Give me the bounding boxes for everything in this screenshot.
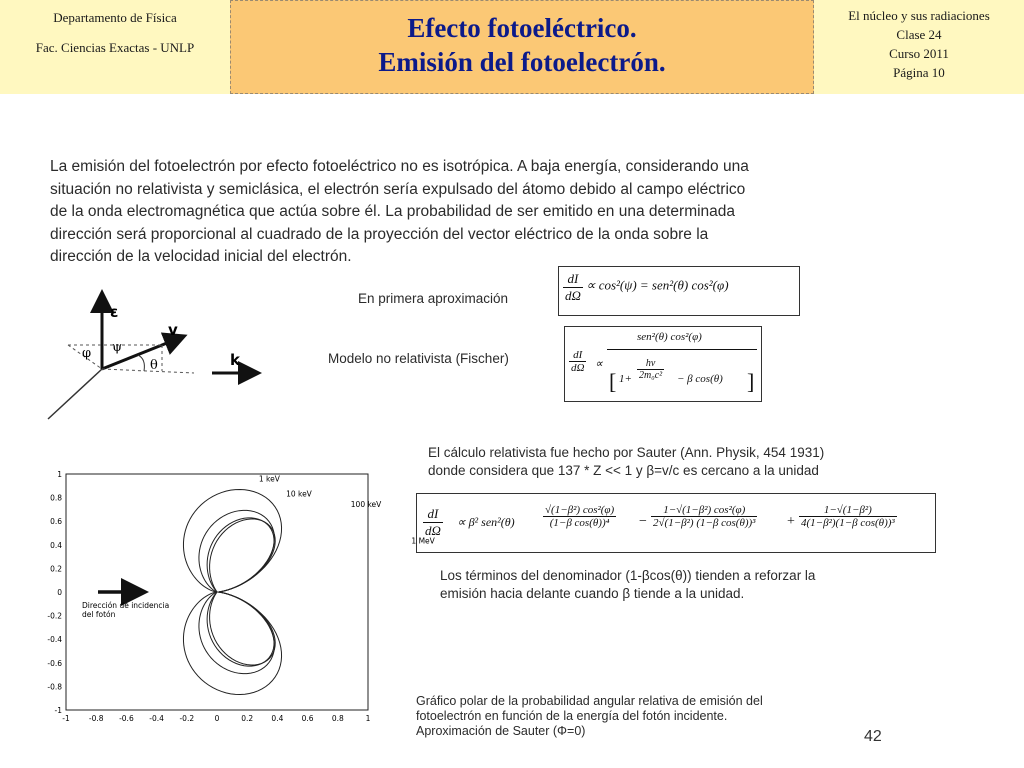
y-tick-label: 0.4 [50,540,62,550]
eq3-prefix: ∝ β² sen²(θ) [457,515,515,529]
theta-arc [138,355,144,371]
eq3-denominator: dΩ [425,523,441,538]
y-tick-label: -1 [54,706,62,715]
caption-line2: fotoelectrón en función de la energía del fotón incidente. [416,709,728,723]
x-tick-label: 1 [365,714,371,723]
y-tick-label: -0.6 [47,658,62,668]
eq2-bracket-close: ] [747,369,755,394]
equation-sauter [416,493,936,553]
eq3-term3-den: 4(1−β²)(1−β cos(θ))³ [801,517,895,529]
eq3-plus: + [787,514,795,529]
psi-label: ψ [112,340,123,355]
denominator-line2: emisión hacia delante cuando β tiende a la unidad. [440,586,745,601]
department-label: Departamento de Física [53,10,177,25]
curve-label: 100 keV [350,499,382,509]
intro-line: dirección será proporcional al cuadrado de la proyección del vector eléctrico de la onda sobre la [50,225,709,243]
eq2-bracket-open: [ [609,369,617,394]
x-tick-label: -0.8 [88,714,104,723]
y-tick-label: -0.4 [47,635,62,645]
denominator-note [440,567,815,603]
sauter-line2: donde considera que 137 * Z << 1 y β=v/c es cercano a la unidad [428,463,819,478]
faculty-label: Fac. Ciencias Exactas - UNLP [35,40,195,55]
eq3-fraction [423,506,443,539]
y-tick-label: 1 [57,470,62,479]
eq3-term2-den: 2√(1−β²) (1−β cos(θ))³ [653,517,756,529]
eq2-denominator: dΩ [571,362,585,374]
x-tick-label: 0.4 [271,714,284,723]
x-tick-label: 0.2 [241,714,254,723]
theta-label: θ [150,358,158,373]
epsilon-label: ε [110,303,119,321]
eq3-term2-num: 1−√(1−β²) cos²(φ) [651,504,757,517]
eq3-numerator: dI [423,506,443,523]
incidence-label2: del fotón [82,610,116,619]
title-line1: Efecto fotoeléctrico. [407,13,637,43]
first-approx-label: En primera aproximación [358,291,509,306]
header-left-box [0,0,230,94]
eq2-mc2: 2m₀c² [639,370,663,381]
eq2-hv: hν [637,358,664,370]
caption-line1: Gráfico polar de la probabilidad angular relativa de emisión del [416,694,763,708]
equation-first-approx [558,266,800,316]
plot-caption [416,694,763,739]
incoming-line [48,369,102,419]
page-label: Página 10 [893,65,945,80]
eq2-rhs-numerator: sen²(θ) cos²(φ) [637,331,702,343]
intro-line: situación no relativista y semiclásica, el electrón sería expulsado del átomo debido al campo eléctrico [50,180,746,198]
x-tick-label: -0.6 [119,714,134,723]
y-tick-label: 0.6 [50,517,62,527]
y-tick-label: -0.2 [47,611,62,621]
course-year: Curso 2011 [889,46,949,61]
caption-line3: Aproximación de Sauter (Φ=0) [416,724,586,738]
y-tick-label: 0.2 [50,564,62,574]
slide-number: 42 [864,728,882,745]
header-right-box [814,0,1024,94]
intro-line: dirección de la velocidad inicial del electrón. [50,248,352,266]
dashed-axis-right [102,369,194,373]
eq3-term1 [543,504,616,529]
y-tick-label: 0 [57,588,62,597]
eq2-hv-fraction [637,358,664,381]
eq3-minus: − [639,514,647,529]
x-tick-label: -1 [62,714,70,723]
x-tick-label: 0.8 [331,714,344,723]
eq2-beta-term: − β cos(θ) [677,373,723,385]
title-line2: Emisión del fotoelectrón. [378,47,666,77]
eq3-term2 [651,504,757,529]
course-name: El núcleo y sus radiaciones [848,8,990,23]
equation-fischer [564,326,762,402]
curve-label: 10 keV [286,489,312,499]
eq3-term3-num: 1−√(1−β²) [799,504,897,517]
incidence-label1: Dirección de incidencia [82,601,170,610]
eq3-term1-den: (1−β cos(θ))⁴ [549,517,610,529]
eq1-fraction [563,271,583,304]
phi-label: φ [82,346,92,361]
eq3-term1-num: √(1−β²) cos²(φ) [545,504,615,516]
eq3-term3 [799,504,897,529]
eq2-propto: ∝ [595,358,603,370]
eq1-denominator: dΩ [565,288,581,303]
x-tick-label: -0.4 [149,714,164,723]
v-label: v [168,321,178,339]
x-tick-label: 0.6 [301,714,314,723]
class-number: Clase 24 [896,27,942,42]
x-tick-label: -0.2 [179,714,195,723]
fischer-model-label: Modelo no relativista (Fischer) [328,351,509,366]
intro-paragraph [50,156,900,269]
denominator-line1: Los términos del denominador (1-βcos(θ)) tienden a reforzar la [440,568,816,583]
y-tick-label: 0.8 [50,493,62,503]
eq2-fraction [569,349,586,374]
k-label: k [230,351,240,369]
y-tick-label: -0.8 [47,682,62,692]
eq1-rhs: ∝ cos²(ψ) = sen²(θ) cos²(φ) [586,277,729,293]
sauter-text [428,444,824,480]
eq2-rule [607,349,757,350]
intro-line: de la onda electromagnética que actúa sobre él. La probabilidad de ser emitido en una determinada [50,203,736,221]
eq2-numerator: dI [569,349,586,362]
vector-diagram [44,285,274,425]
x-tick-label: 0 [214,714,220,723]
title-box [230,0,814,94]
sauter-line1: El cálculo relativista fue hecho por Sauter (Ann. Physik, 454 1931) [428,445,825,460]
eq2-one-plus: 1+ [619,373,632,385]
curve-label: 1 MeV [411,536,435,546]
curve-label: 1 keV [258,474,280,484]
eq1-numerator: dI [563,271,583,288]
intro-line: La emisión del fotoelectrón por efecto fotoeléctrico no es isotrópica. A baja energía, considerando una [50,158,749,175]
